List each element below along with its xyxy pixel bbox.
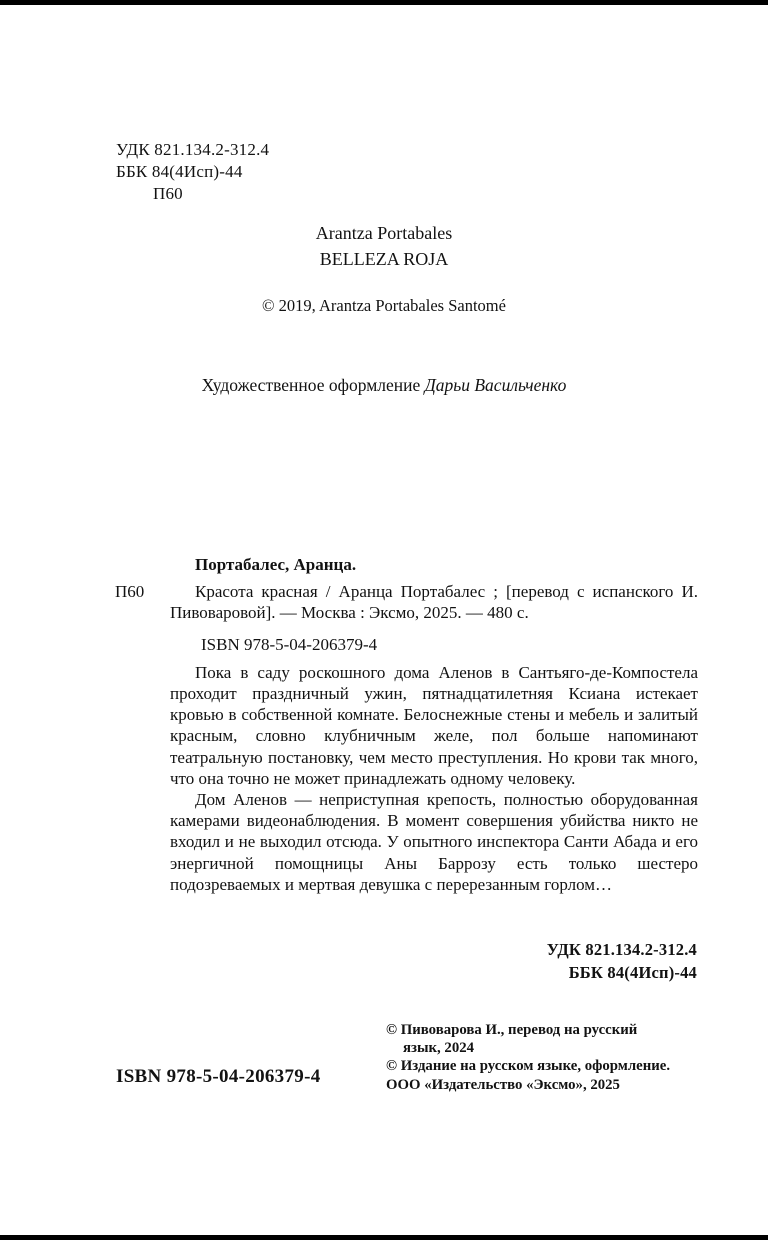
catalog-card (115, 554, 698, 895)
annotation-paragraph-1: Пока в саду роскошного дома Аленов в Сантьяго-де-Компостела проходит праздничный ужин, пятнадцатилетняя Ксиана истекает кровью в собственной комнате. Белоснежные стены и мебель и залитый красным, словно клубничным желе, пол больше напоминают театральную постановку, чем место преступления. Но крови так много, что она точно не может принадлежать одному человеку. (170, 662, 698, 788)
catalog-description: Красота красная / Аранца Портабалес ; [перевод с испанского И. Пивоваровой]. — Москва : Эксмо, 2025. — 480 с. (170, 582, 698, 623)
original-title-block (0, 220, 768, 272)
classification-right-block (547, 939, 697, 984)
designer-name: Дарьи Васильченко (424, 375, 567, 395)
page-edge-bottom (0, 1235, 768, 1240)
catalog-author-sign: П60 (115, 582, 145, 602)
catalog-description-row (115, 581, 698, 623)
catalog-isbn: ISBN 978-5-04-206379-4 (201, 634, 378, 654)
udk-number: УДК 821.134.2-312.4 (116, 140, 270, 159)
copyright-block (386, 1021, 716, 1094)
design-credit (0, 374, 768, 397)
page-edge-top (0, 0, 768, 5)
classification-block (116, 139, 269, 205)
original-title: BELLEZA ROJA (319, 249, 449, 269)
edition-copyright-line-1: © Издание на русском языке, оформление. (386, 1058, 671, 1075)
edition-copyright-line-2: ООО «Издательство «Эксмо», 2025 (386, 1076, 620, 1093)
udk-number-right: УДК 821.134.2-312.4 (546, 940, 697, 959)
original-author: Arantza Portabales (315, 223, 453, 243)
annotation-paragraph-2: Дом Аленов — неприступная крепость, полностью оборудованная камерами видеонаблюдения. В момент совершения убийства никто не входил и не выходил отсюда. У опытного инспектора Санти Абада и его энергичной помощницы Аны Баррозу есть только шестеро подозреваемых и мертвая девушка с перерезанным горлом… (170, 790, 698, 894)
original-copyright: © 2019, Arantza Portabales Santomé (262, 296, 506, 315)
isbn-bottom: ISBN 978-5-04-206379-4 (116, 1066, 321, 1087)
bbk-number-right: ББК 84(4Исп)-44 (568, 962, 697, 982)
bbk-number: ББК 84(4Исп)-44 (116, 162, 243, 181)
design-credit-label: Художественное оформление (201, 375, 425, 395)
translation-copyright-line-1: © Пивоварова И., перевод на русский (386, 1022, 638, 1038)
author-sign: П60 (153, 184, 183, 203)
translation-copyright-line-2: язык, 2024 (403, 1040, 475, 1057)
catalog-author: Портабалес, Аранца. (195, 555, 357, 574)
